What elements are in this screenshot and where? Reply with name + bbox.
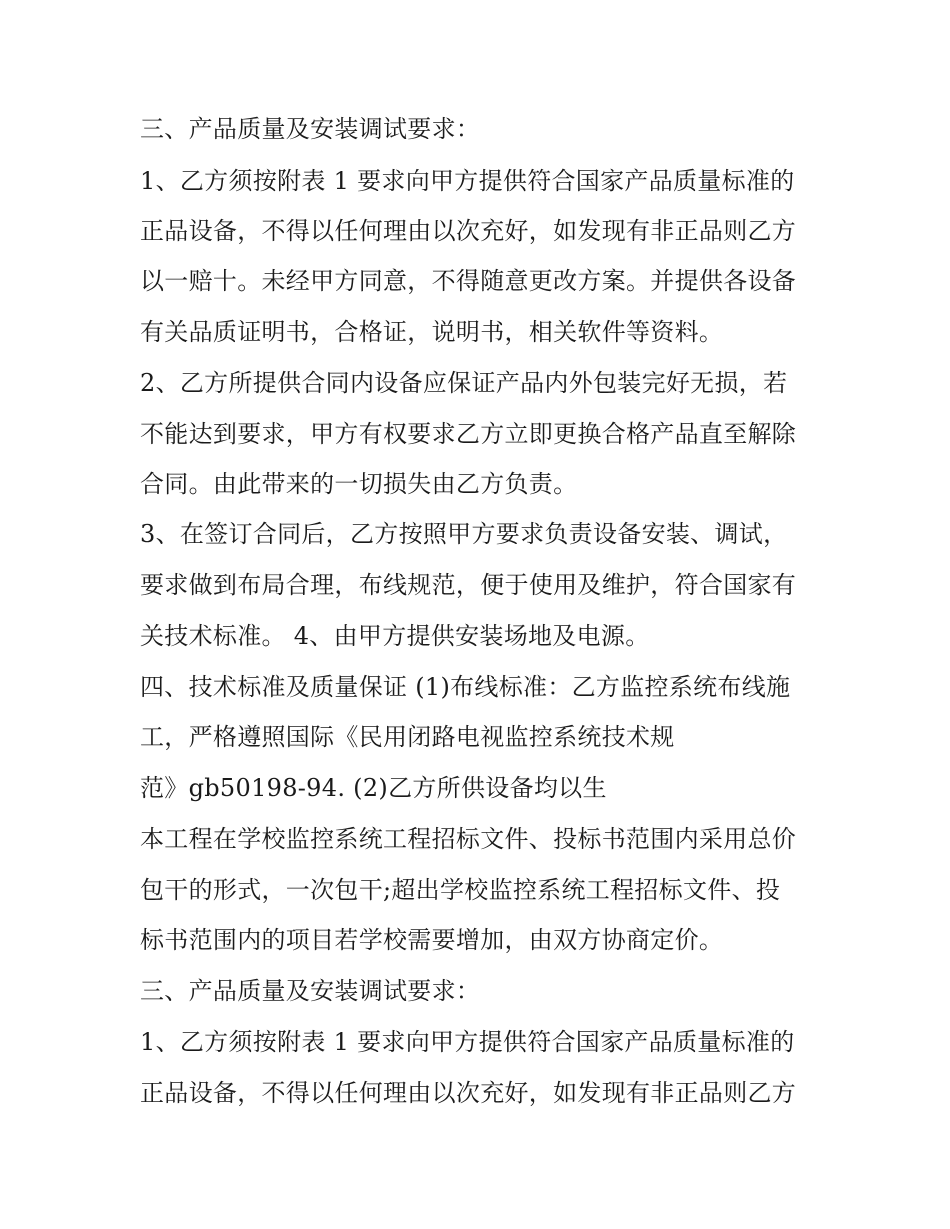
text-line: 要求做到布局合理，布线规范，便于使用及维护，符合国家有 (140, 571, 797, 599)
text-line: 标书范围内的项目若学校需要增加，由双方协商定价。 (140, 926, 724, 954)
text-line: 四、技术标准及质量保证 (1)布线标准：乙方监控系统布线施 (140, 673, 791, 701)
text-line: 有关品质证明书，合格证，说明书，相关软件等资料。 (140, 318, 724, 346)
text-line: 合同。由此带来的一切损失由乙方负责。 (140, 470, 578, 498)
text-line: 正品设备，不得以任何理由以次充好，如发现有非正品则乙方 (140, 217, 797, 245)
text-line: 范》gb50198-94. (2)乙方所供设备均以生 (140, 774, 607, 802)
text-line: 关技术标准。 4、由甲方提供安装场地及电源。 (140, 622, 650, 650)
text-line: 三、产品质量及安装调试要求： (140, 977, 481, 1005)
text-line: 1、乙方须按附表 1 要求向甲方提供符合国家产品质量标准的 (140, 167, 795, 195)
text-line: 本工程在学校监控系统工程招标文件、投标书范围内采用总价 (140, 825, 797, 853)
text-line: 三、产品质量及安装调试要求： (140, 115, 481, 143)
text-line: 1、乙方须按附表 1 要求向甲方提供符合国家产品质量标准的 (140, 1028, 795, 1056)
text-line: 不能达到要求，甲方有权要求乙方立即更换合格产品直至解除 (140, 420, 797, 448)
text-line: 3、在签订合同后，乙方按照甲方要求负责设备安装、调试， (140, 520, 788, 548)
text-line: 包干的形式，一次包干;超出学校监控系统工程招标文件、投 (140, 876, 781, 904)
text-line: 工，严格遵照国际《民用闭路电视监控系统技术规 (140, 723, 675, 751)
text-line: 以一赔十。未经甲方同意，不得随意更改方案。并提供各设备 (140, 267, 797, 295)
text-line: 2、乙方所提供合同内设备应保证产品内外包装完好无损，若 (140, 369, 788, 397)
text-line: 正品设备，不得以任何理由以次充好，如发现有非正品则乙方 (140, 1079, 797, 1107)
